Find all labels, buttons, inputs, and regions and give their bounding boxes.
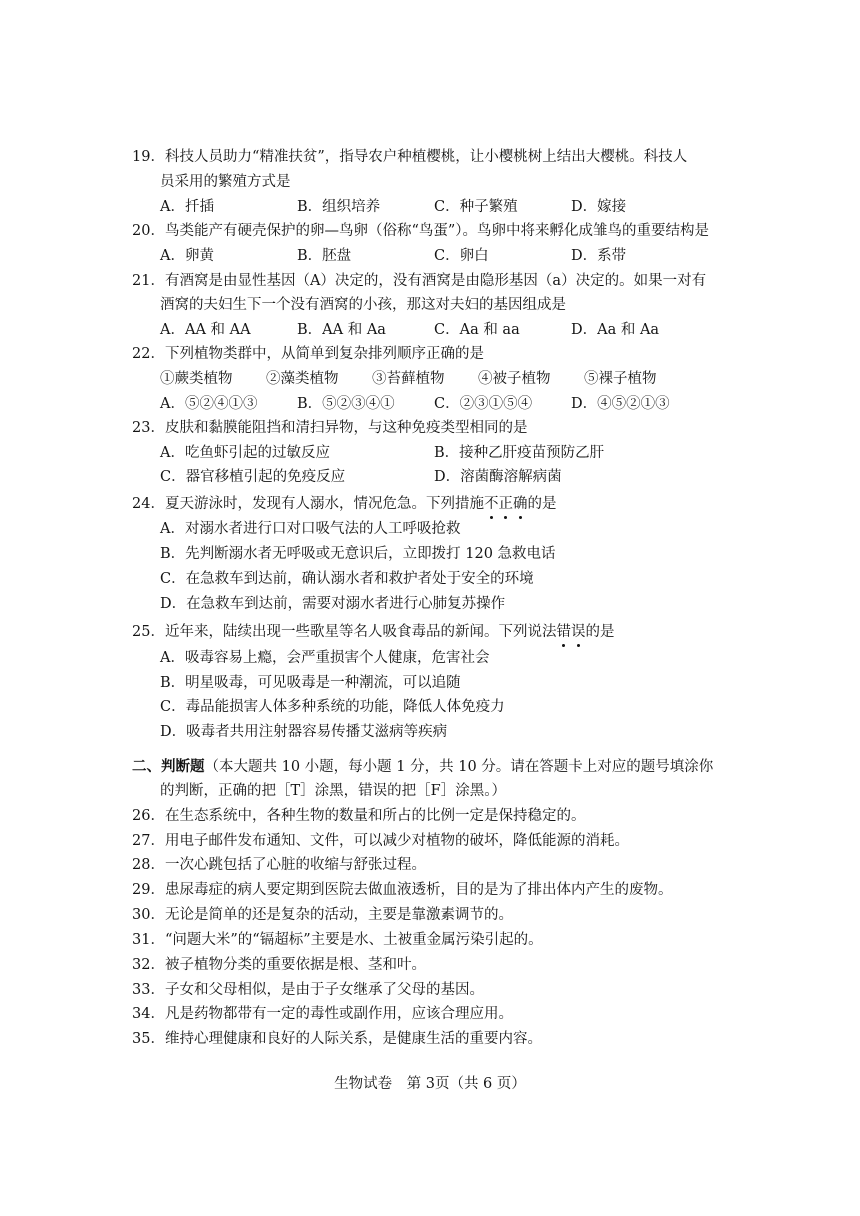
option-c: C．②③①⑤④ <box>434 396 533 412</box>
question-23: 23．皮肤和黏膜能阻挡和清扫异物，与这种免疫类型相同的是 <box>132 420 528 436</box>
plant-item-5: ⑤裸子植物 <box>584 371 657 387</box>
option-d: D．吸毒者共用注射器容易传播艾滋病等疾病 <box>160 724 448 740</box>
question-19: 19．科技人员助力“精准扶贫”，指导农户种植樱桃，让小樱桃树上结出大樱桃。科技人 <box>132 149 688 165</box>
judgment-item: 31．“问题大米”的“镉超标”主要是水、土被重金属污染引起的。 <box>132 932 543 948</box>
option-c: C．卵白 <box>434 248 489 264</box>
plant-item-1: ①蕨类植物 <box>160 371 233 387</box>
option-b: B．AA 和 Aa <box>297 322 386 338</box>
question-22-options <box>160 394 740 414</box>
judgment-item: 33．子女和父母相似，是由于子女继承了父母的基因。 <box>132 982 484 998</box>
question-24-text: 24．夏天游泳时，发现有人溺水，情况危急。下列措施 <box>132 496 484 512</box>
question-20: 20．鸟类能产有硬壳保护的卵—鸟卵（俗称“鸟蛋”）。鸟卵中将来孵化成雏鸟的重要结构是 <box>132 223 710 239</box>
section-2-instructions: （本大题共 10 小题，每小题 1 分，共 10 分。请在答题卡上对应的题号填涂你 <box>204 759 714 775</box>
option-a: A．AA 和 AA <box>160 322 251 338</box>
question-21-options <box>160 320 740 340</box>
emphasis-mark: 不 <box>483 496 499 512</box>
judgment-item: 32．被子植物分类的重要依据是根、茎和叶。 <box>132 957 426 973</box>
emphasis-mark: 错 <box>556 624 571 640</box>
question-25 <box>132 622 732 642</box>
judgment-item: 30．无论是简单的还是复杂的活动，主要是靠激素调节的。 <box>132 907 513 923</box>
option-c: C．Aa 和 aa <box>434 322 520 338</box>
option-b: B．组织培养 <box>297 199 381 215</box>
option-d: D．系带 <box>571 248 627 264</box>
option-a: A．吸毒容易上瘾，会严重损害个人健康，危害社会 <box>160 650 490 666</box>
option-d: D．嫁接 <box>571 199 627 215</box>
question-24 <box>132 494 732 514</box>
judgment-item: 29．患尿毒症的病人要定期到医院去做血液透析，目的是为了排出体内产生的废物。 <box>132 882 673 898</box>
question-23-options-cd <box>160 467 740 487</box>
option-d: D．Aa 和 Aa <box>571 322 660 338</box>
question-22-items <box>160 369 740 389</box>
question-24-text-end: 的是 <box>527 496 557 512</box>
option-b: B．明星吸毒，可见吸毒是一种潮流，可以追随 <box>160 675 461 691</box>
section-2-header <box>132 757 713 777</box>
plant-item-4: ④被子植物 <box>478 371 551 387</box>
question-21-cont: 酒窝的夫妇生下一个没有酒窝的小孩，那这对夫妇的基因组成是 <box>160 297 566 313</box>
question-22: 22．下列植物类群中，从简单到复杂排列顺序正确的是 <box>132 346 484 362</box>
plant-item-2: ②藻类植物 <box>266 371 339 387</box>
option-a: A．吃鱼虾引起的过敏反应 <box>160 445 330 461</box>
question-19-cont: 员采用的繁殖方式是 <box>160 174 291 190</box>
judgment-item: 34．凡是药物都带有一定的毒性或副作用，应该合理应用。 <box>132 1006 513 1022</box>
section-2-title: 二、判断题 <box>132 758 205 775</box>
option-b: B．胚盘 <box>297 248 352 264</box>
page-footer: 生物试卷 第 3页（共 6 页） <box>334 1076 526 1092</box>
plant-item-3: ③苔藓植物 <box>372 371 445 387</box>
question-25-text-end: 的是 <box>585 624 615 640</box>
judgment-item: 28．一次心跳包括了心脏的收缩与舒张过程。 <box>132 857 426 873</box>
option-b: B．先判断溺水者无呼吸或无意识后，立即拨打 120 急救电话 <box>160 546 556 562</box>
option-a: A．扦插 <box>160 199 214 215</box>
emphasis-mark: 正 <box>498 496 513 512</box>
option-c: C．在急救车到达前，确认溺水者和救护者处于安全的环境 <box>160 571 534 587</box>
judgment-item: 27．用电子邮件发布通知、文件，可以减少对植物的破坏，降低能源的消耗。 <box>132 833 629 849</box>
option-a: A．对溺水者进行口对口吸气法的人工呼吸抢救 <box>160 521 461 537</box>
option-d: D．溶菌酶溶解病菌 <box>434 469 562 485</box>
option-c: C．种子繁殖 <box>434 199 518 215</box>
option-d: D．④⑤②①③ <box>571 396 670 412</box>
question-23-options-ab <box>160 443 740 463</box>
section-2-instructions-cont: 的判断，正确的把［T］涂黑，错误的把［F］涂黑。） <box>160 783 506 799</box>
option-d: D．在急救车到达前，需要对溺水者进行心肺复苏操作 <box>160 596 506 612</box>
option-a: A．卵黄 <box>160 248 214 264</box>
question-21: 21．有酒窝是由显性基因（A）决定的，没有酒窝是由隐形基因（a）决定的。如果一对有 <box>132 273 707 289</box>
emphasis-mark: 确 <box>512 496 528 512</box>
judgment-item: 35．维持心理健康和良好的人际关系，是健康生活的重要内容。 <box>132 1031 542 1047</box>
judgment-item: 26．在生态系统中，各种生物的数量和所占的比例一定是保持稳定的。 <box>132 808 586 824</box>
emphasis-mark: 误 <box>570 624 586 640</box>
option-b: B．接种乙肝疫苗预防乙肝 <box>434 445 605 461</box>
question-19-options <box>160 197 740 217</box>
question-20-options <box>160 246 740 266</box>
option-c: C．器官移植引起的免疫反应 <box>160 469 346 485</box>
option-b: B．⑤②③④① <box>297 396 395 412</box>
option-c: C．毒品能损害人体多种系统的功能，降低人体免疫力 <box>160 699 505 715</box>
question-25-text: 25．近年来，陆续出现一些歌星等名人吸食毒品的新闻。下列说法 <box>132 624 557 640</box>
option-a: A．⑤②④①③ <box>160 396 258 412</box>
